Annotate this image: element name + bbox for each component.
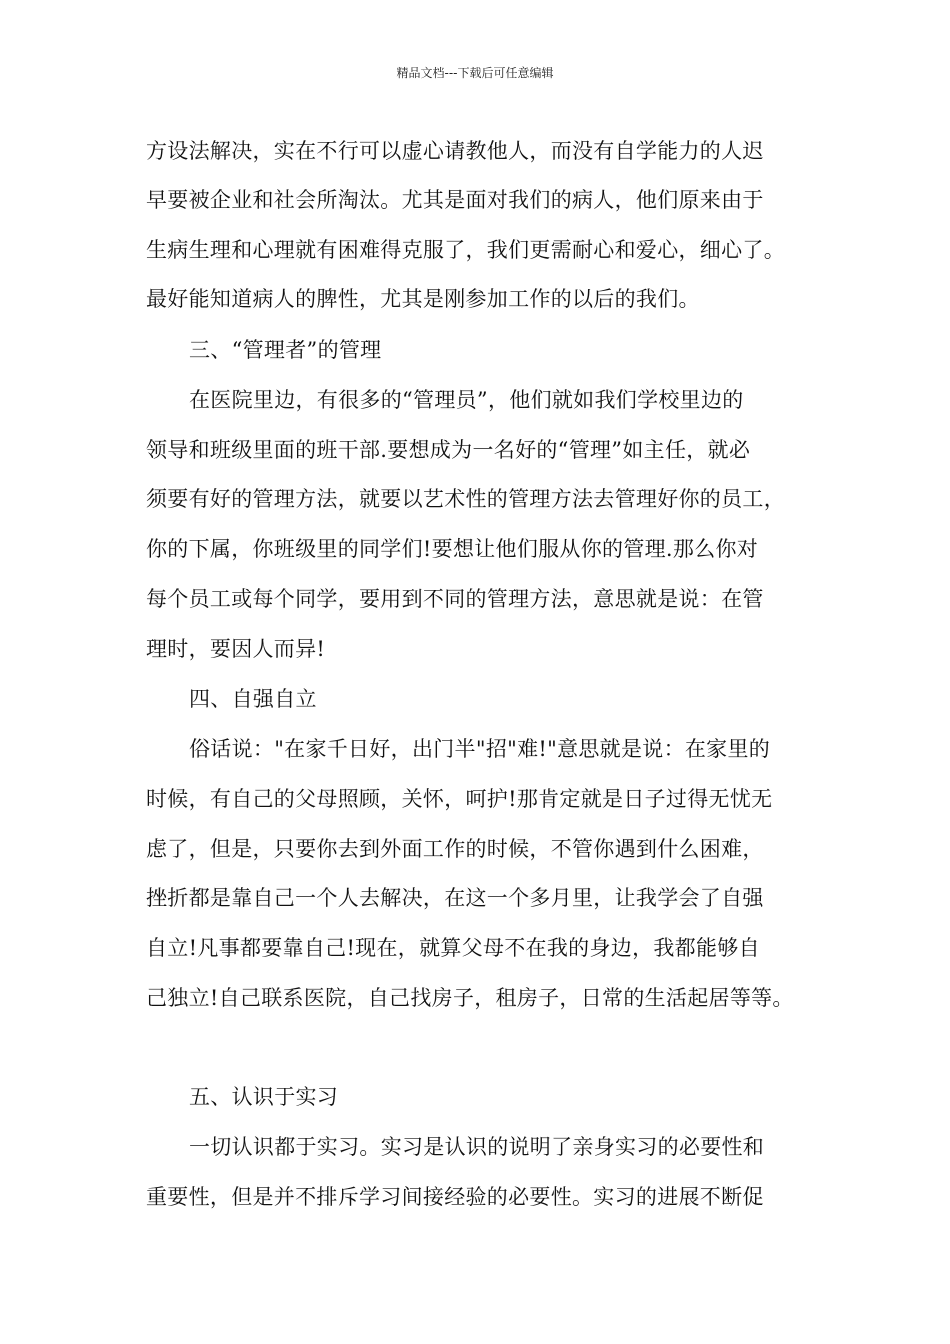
paragraph-line: 早要被企业和社会所淘汰。尤其是面对我们的病人，他们原来由于 [146,188,764,212]
paragraph-line: 方设法解决，实在不行可以虚心请教他人，而没有自学能力的人迟 [146,139,764,163]
paragraph-line: 虑了，但是，只要你去到外面工作的时候，不管你遇到什么困难， [146,837,764,861]
paragraph-line: 己独立!自己联系医院，自己找房子，租房子，日常的生活起居等等。 [146,986,794,1010]
paragraph-line: 最好能知道病人的脾性，尤其是刚参加工作的以后的我们。 [146,287,700,311]
paragraph-line: 理时，要因人而异! [146,637,326,661]
paragraph-line: 俗话说："在家千日好，出门半"招"难!"意思就是说：在家里的 [189,737,771,761]
paragraph-line: 每个员工或每个同学，要用到不同的管理方法，意思就是说：在管 [146,587,764,611]
page-header: 精品文档---下载后可任意编辑 [396,66,554,80]
paragraph-line: 挫折都是靠自己一个人去解决，在这一个多月里，让我学会了自强 [146,886,764,910]
paragraph-line: 须要有好的管理方法，就要以艺术性的管理方法去管理好你的员工， [146,487,785,511]
paragraph-line: 一切认识都于实习。实习是认识的说明了亲身实习的必要性和 [189,1135,765,1159]
section-heading: 五、认识于实习 [189,1085,339,1109]
paragraph-line: 生病生理和心理就有困难得克服了，我们更需耐心和爱心，细心了。 [146,238,785,262]
section-heading: 三、“管理者”的管理 [189,338,382,362]
paragraph-line: 领导和班级里面的班干部.要想成为一名好的“管理”如主任，就必 [146,438,751,462]
paragraph-line: 你的下属，你班级里的同学们!要想让他们服从你的管理.那么你对 [146,537,759,561]
paragraph-line: 在医院里边，有很多的“管理员”，他们就如我们学校里边的 [189,388,744,412]
section-heading: 四、自强自立 [189,687,317,711]
paragraph-line: 重要性，但是并不排斥学习间接经验的必要性。实习的进展不断促 [146,1185,764,1209]
paragraph-line: 自立!凡事都要靠自己!现在，就算父母不在我的身边，我都能够自 [146,936,760,960]
paragraph-line: 时候，有自己的父母照顾，关怀，呵护!那肯定就是日子过得无忧无 [146,787,773,811]
